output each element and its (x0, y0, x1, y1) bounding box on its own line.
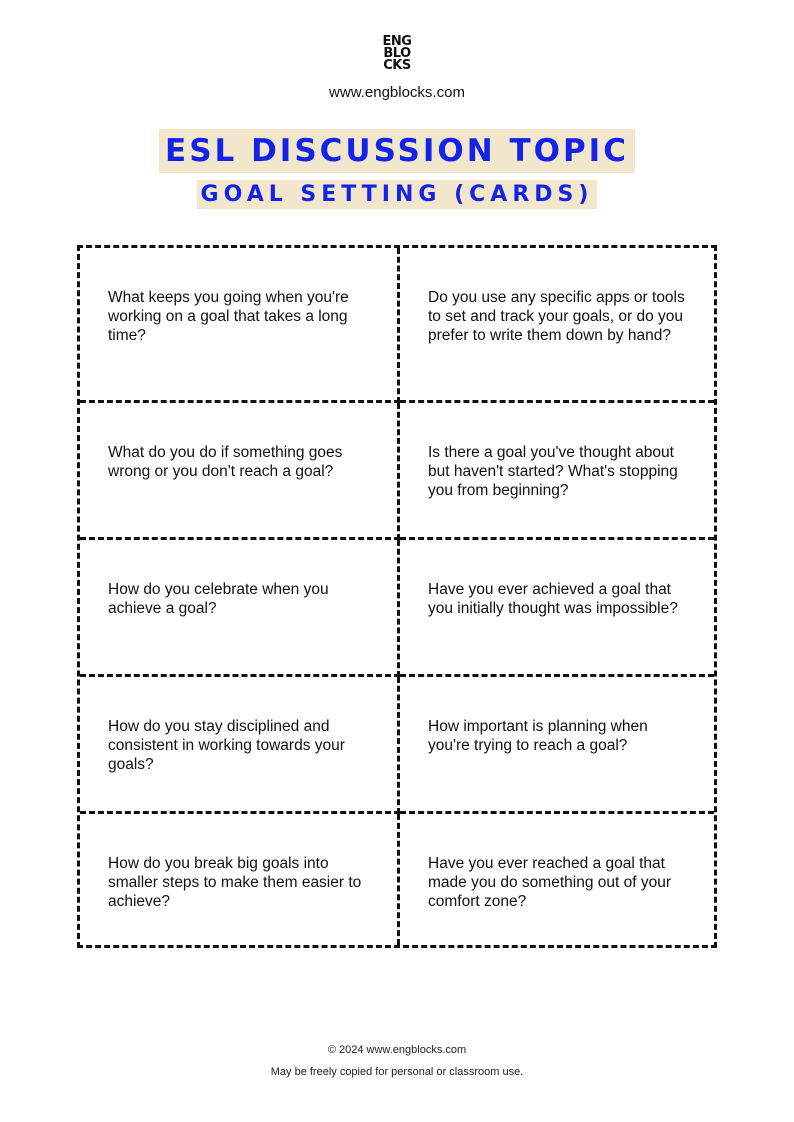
discussion-card (400, 814, 714, 945)
cards-grid (77, 245, 717, 948)
discussion-card (400, 248, 714, 403)
card-question: How do you celebrate when you achieve a goal? (108, 581, 329, 617)
logo-line: CKS (383, 58, 411, 73)
discussion-card (80, 403, 400, 540)
discussion-card (400, 403, 714, 540)
discussion-card (400, 677, 714, 814)
license-notice: May be freely copied for personal or classroom use. (270, 1066, 524, 1078)
card-question: Is there a goal you've thought about but haven't started? What's stopping you from beginning? (428, 444, 678, 499)
card-question: What do you do if something goes wrong or you don't reach a goal? (108, 444, 343, 480)
card-question: How important is planning when you're trying to reach a goal? (428, 718, 648, 754)
logo-line: ENG (382, 34, 412, 49)
copyright-notice: © 2024 www.engblocks.com (327, 1044, 467, 1056)
page-title: ESL DISCUSSION TOPIC (159, 129, 635, 173)
discussion-card (80, 248, 400, 403)
discussion-card (80, 540, 400, 677)
engblocks-logo (0, 36, 794, 72)
card-question: Do you use any specific apps or tools to set and track your goals, or do you prefer to write them down by hand? (428, 289, 685, 344)
card-question: Have you ever achieved a goal that you initially thought was impossible? (428, 581, 678, 617)
discussion-card (80, 677, 400, 814)
card-question: How do you stay disciplined and consistent in working towards your goals? (108, 718, 345, 773)
logo-line: BLO (383, 46, 411, 61)
card-question: How do you break big goals into smaller steps to make them easier to achieve? (108, 855, 362, 910)
discussion-card (400, 540, 714, 677)
discussion-card (80, 814, 400, 945)
card-question: Have you ever reached a goal that made you do something out of your comfort zone? (428, 855, 671, 910)
website-url: www.engblocks.com (329, 84, 465, 101)
card-question: What keeps you going when you're working on a goal that takes a long time? (108, 289, 349, 344)
page-subtitle: GOAL SETTING (CARDS) (197, 180, 598, 209)
